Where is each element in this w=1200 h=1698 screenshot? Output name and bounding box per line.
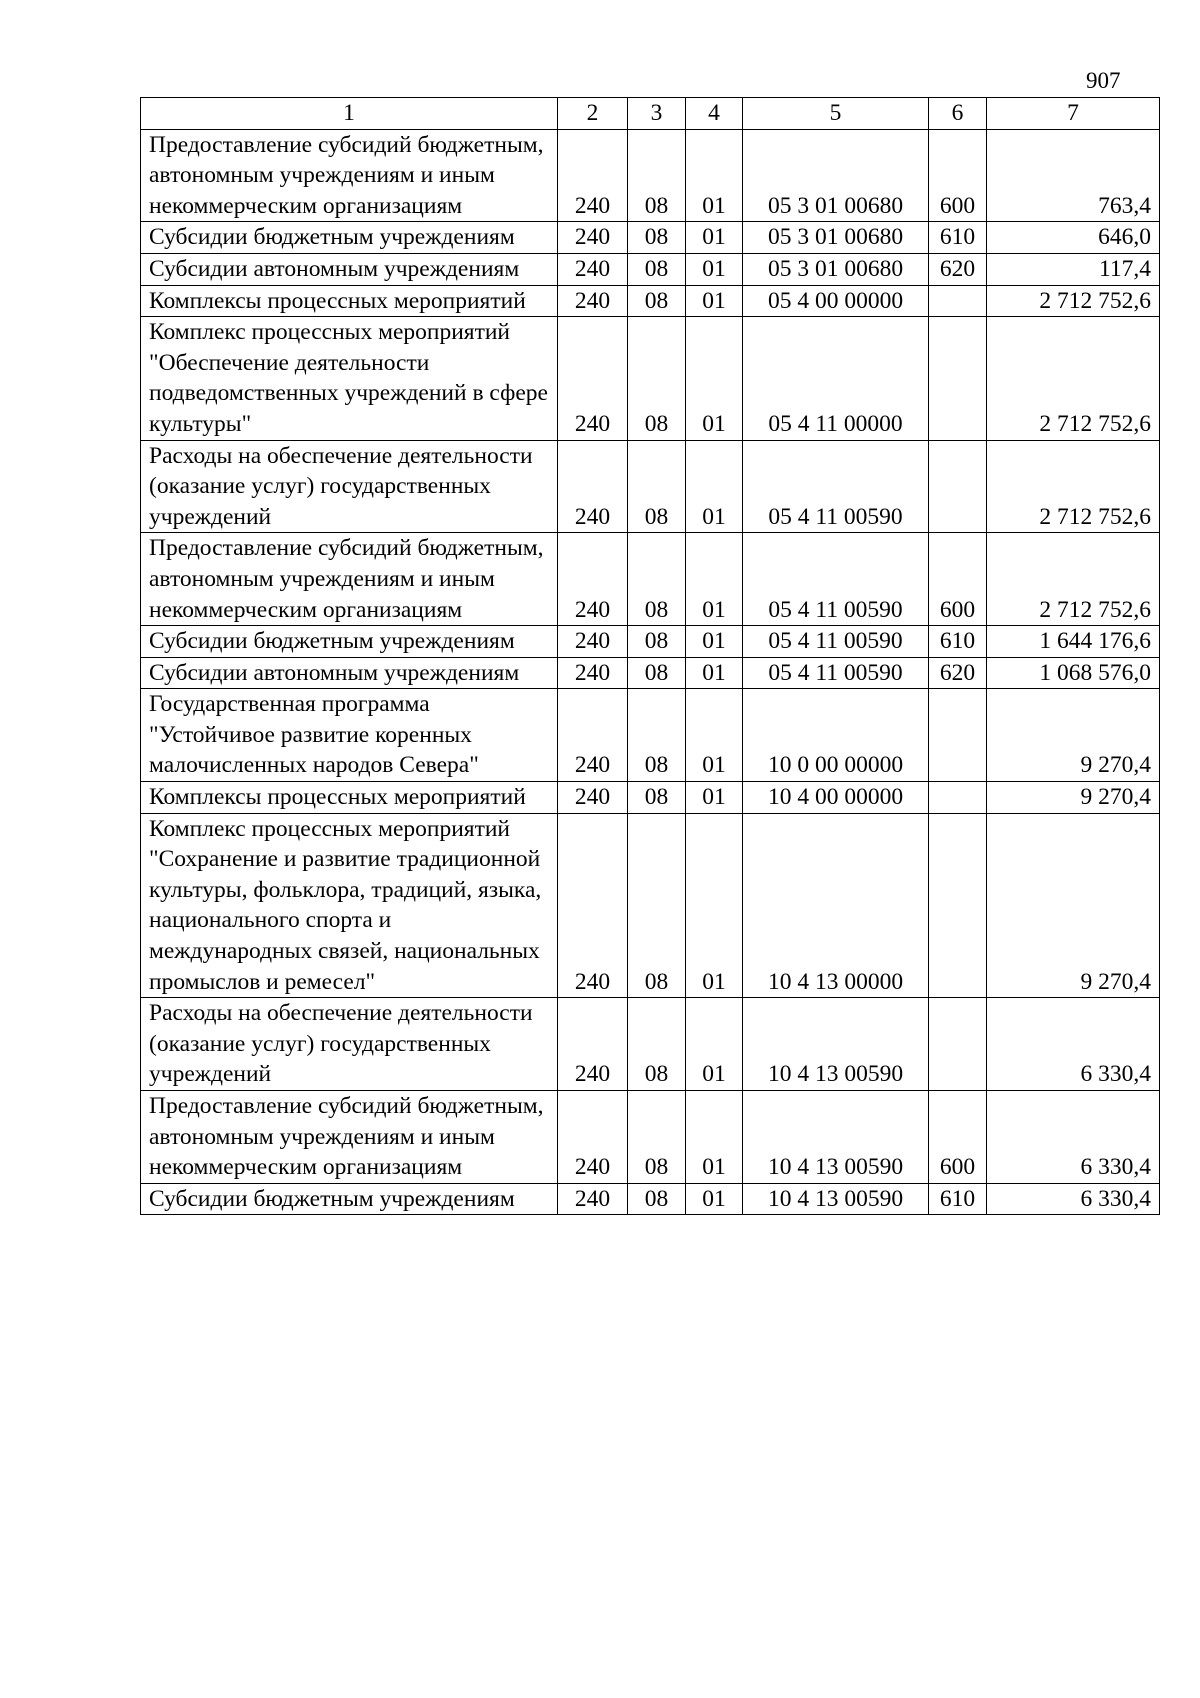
row-section-cell: 08 [628, 317, 686, 440]
table-row [141, 129, 1160, 222]
row-expense-type-cell: 610 [929, 626, 987, 658]
row-amount-cell: 6 330,4 [987, 1091, 1160, 1184]
row-expense-type-cell [929, 998, 987, 1091]
row-expense-type-cell: 600 [929, 1091, 987, 1184]
row-target-article-cell: 10 4 13 00590 [743, 998, 929, 1091]
row-subsection-cell: 01 [686, 689, 743, 782]
row-target-article-cell: 10 0 00 00000 [743, 689, 929, 782]
row-name-cell: Субсидии бюджетным учреждениям [141, 1183, 558, 1215]
row-code-cell: 240 [558, 440, 628, 533]
row-code-cell: 240 [558, 782, 628, 814]
row-amount-cell: 2 712 752,6 [987, 285, 1160, 317]
header-cell-1: 1 [141, 98, 558, 130]
table-row [141, 440, 1160, 533]
row-target-article-cell: 05 3 01 00680 [743, 129, 929, 222]
row-name-cell: Субсидии автономным учреждениям [141, 253, 558, 285]
row-target-article-cell: 10 4 00 00000 [743, 782, 929, 814]
row-target-article-cell: 10 4 13 00590 [743, 1091, 929, 1184]
row-section-cell: 08 [628, 253, 686, 285]
row-section-cell: 08 [628, 222, 686, 254]
row-section-cell: 08 [628, 689, 686, 782]
row-expense-type-cell: 600 [929, 129, 987, 222]
row-section-cell: 08 [628, 533, 686, 626]
table-row [141, 813, 1160, 998]
row-subsection-cell: 01 [686, 657, 743, 689]
row-section-cell: 08 [628, 998, 686, 1091]
row-name-cell: Комплекс процессных мероприятий "Сохранение и развитие традиционной культуры, фольклора, традиций, языка, национального спорта и международных связей, национальных промыслов и ремесел" [141, 813, 558, 998]
header-cell-7: 7 [987, 98, 1160, 130]
row-section-cell: 08 [628, 813, 686, 998]
table-row [141, 1091, 1160, 1184]
header-cell-5: 5 [743, 98, 929, 130]
row-name-cell: Расходы на обеспечение деятельности (оказание услуг) государственных учреждений [141, 998, 558, 1091]
row-subsection-cell: 01 [686, 285, 743, 317]
row-code-cell: 240 [558, 317, 628, 440]
header-cell-6: 6 [929, 98, 987, 130]
row-subsection-cell: 01 [686, 813, 743, 998]
row-amount-cell: 6 330,4 [987, 1183, 1160, 1215]
table-row [141, 317, 1160, 440]
row-target-article-cell: 10 4 13 00000 [743, 813, 929, 998]
row-amount-cell: 9 270,4 [987, 813, 1160, 998]
row-name-cell: Комплексы процессных мероприятий [141, 285, 558, 317]
row-name-cell: Комплекс процессных мероприятий "Обеспечение деятельности подведомственных учреждений в сфере культуры" [141, 317, 558, 440]
row-subsection-cell: 01 [686, 440, 743, 533]
row-name-cell: Субсидии автономным учреждениям [141, 657, 558, 689]
table-body [141, 129, 1160, 1215]
row-subsection-cell: 01 [686, 1091, 743, 1184]
header-cell-3: 3 [628, 98, 686, 130]
row-amount-cell: 646,0 [987, 222, 1160, 254]
row-section-cell: 08 [628, 657, 686, 689]
row-expense-type-cell [929, 782, 987, 814]
row-amount-cell: 6 330,4 [987, 998, 1160, 1091]
row-expense-type-cell [929, 317, 987, 440]
row-code-cell: 240 [558, 129, 628, 222]
row-code-cell: 240 [558, 657, 628, 689]
row-code-cell: 240 [558, 533, 628, 626]
row-target-article-cell: 05 3 01 00680 [743, 253, 929, 285]
table-row [141, 782, 1160, 814]
budget-table [140, 97, 1160, 1215]
row-name-cell: Расходы на обеспечение деятельности (оказание услуг) государственных учреждений [141, 440, 558, 533]
row-target-article-cell: 05 4 11 00590 [743, 626, 929, 658]
row-subsection-cell: 01 [686, 626, 743, 658]
table-row [141, 222, 1160, 254]
header-row [141, 98, 1160, 130]
row-section-cell: 08 [628, 782, 686, 814]
table-row [141, 689, 1160, 782]
row-expense-type-cell: 620 [929, 657, 987, 689]
row-expense-type-cell [929, 689, 987, 782]
row-subsection-cell: 01 [686, 782, 743, 814]
row-target-article-cell: 05 4 11 00590 [743, 533, 929, 626]
row-expense-type-cell [929, 285, 987, 317]
row-section-cell: 08 [628, 285, 686, 317]
table-row [141, 1183, 1160, 1215]
row-section-cell: 08 [628, 129, 686, 222]
row-amount-cell: 9 270,4 [987, 782, 1160, 814]
row-expense-type-cell: 620 [929, 253, 987, 285]
row-code-cell: 240 [558, 1091, 628, 1184]
row-subsection-cell: 01 [686, 253, 743, 285]
row-amount-cell: 2 712 752,6 [987, 440, 1160, 533]
row-target-article-cell: 10 4 13 00590 [743, 1183, 929, 1215]
row-amount-cell: 9 270,4 [987, 689, 1160, 782]
row-expense-type-cell [929, 440, 987, 533]
row-subsection-cell: 01 [686, 998, 743, 1091]
row-name-cell: Субсидии бюджетным учреждениям [141, 222, 558, 254]
row-code-cell: 240 [558, 689, 628, 782]
row-amount-cell: 1 644 176,6 [987, 626, 1160, 658]
row-subsection-cell: 01 [686, 317, 743, 440]
row-code-cell: 240 [558, 813, 628, 998]
row-code-cell: 240 [558, 626, 628, 658]
row-target-article-cell: 05 4 00 00000 [743, 285, 929, 317]
row-section-cell: 08 [628, 626, 686, 658]
table-row [141, 657, 1160, 689]
row-target-article-cell: 05 4 11 00590 [743, 657, 929, 689]
row-code-cell: 240 [558, 222, 628, 254]
row-code-cell: 240 [558, 998, 628, 1091]
row-section-cell: 08 [628, 440, 686, 533]
row-name-cell: Комплексы процессных мероприятий [141, 782, 558, 814]
row-subsection-cell: 01 [686, 222, 743, 254]
row-target-article-cell: 05 4 11 00000 [743, 317, 929, 440]
row-name-cell: Субсидии бюджетным учреждениям [141, 626, 558, 658]
row-section-cell: 08 [628, 1183, 686, 1215]
row-target-article-cell: 05 3 01 00680 [743, 222, 929, 254]
row-code-cell: 240 [558, 253, 628, 285]
row-target-article-cell: 05 4 11 00590 [743, 440, 929, 533]
header-cell-4: 4 [686, 98, 743, 130]
row-expense-type-cell: 610 [929, 222, 987, 254]
row-amount-cell: 1 068 576,0 [987, 657, 1160, 689]
row-name-cell: Государственная программа "Устойчивое развитие коренных малочисленных народов Севера" [141, 689, 558, 782]
table-row [141, 253, 1160, 285]
row-amount-cell: 2 712 752,6 [987, 317, 1160, 440]
row-subsection-cell: 01 [686, 129, 743, 222]
row-expense-type-cell: 610 [929, 1183, 987, 1215]
row-amount-cell: 117,4 [987, 253, 1160, 285]
row-code-cell: 240 [558, 1183, 628, 1215]
row-amount-cell: 763,4 [987, 129, 1160, 222]
table-row [141, 998, 1160, 1091]
row-name-cell: Предоставление субсидий бюджетным, автономным учреждениям и иным некоммерческим организациям [141, 129, 558, 222]
row-subsection-cell: 01 [686, 1183, 743, 1215]
table-row [141, 533, 1160, 626]
row-amount-cell: 2 712 752,6 [987, 533, 1160, 626]
row-expense-type-cell: 600 [929, 533, 987, 626]
page-number: 907 [1086, 68, 1121, 93]
row-section-cell: 08 [628, 1091, 686, 1184]
table-row [141, 285, 1160, 317]
row-subsection-cell: 01 [686, 533, 743, 626]
row-expense-type-cell [929, 813, 987, 998]
row-name-cell: Предоставление субсидий бюджетным, автономным учреждениям и иным некоммерческим организациям [141, 533, 558, 626]
row-code-cell: 240 [558, 285, 628, 317]
table-row [141, 626, 1160, 658]
header-cell-2: 2 [558, 98, 628, 130]
row-name-cell: Предоставление субсидий бюджетным, автономным учреждениям и иным некоммерческим организациям [141, 1091, 558, 1184]
